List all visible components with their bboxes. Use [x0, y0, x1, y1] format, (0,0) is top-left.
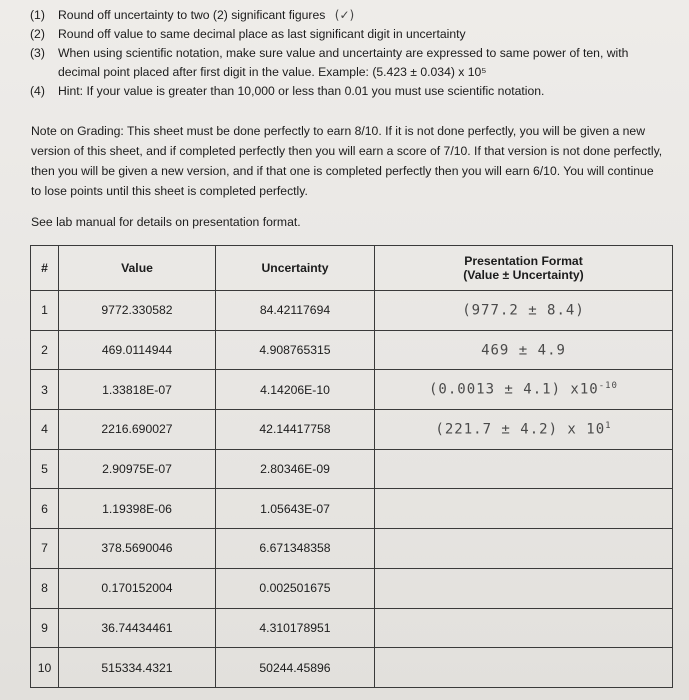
handwritten-answer[interactable] — [375, 608, 673, 648]
handwritten-answer[interactable] — [375, 489, 673, 529]
handwritten-answer[interactable] — [375, 529, 673, 569]
row-uncertainty: 42.14417758 — [216, 410, 375, 450]
row-value: 469.0114944 — [59, 330, 216, 370]
answer-text: (977.2 ± 8.4) — [462, 302, 585, 319]
row-value: 515334.4321 — [59, 648, 216, 688]
answer-text: (0.0013 ± 4.1) x10 — [429, 382, 599, 399]
grading-note: Note on Grading: This sheet must be done perfectly to earn 8/10. If it is not done perfectly, you will be given a new version of this sheet, and if completed perfectly then you will earn a score of 7/10. If that version is not done perfectly, then you will be given a new version, and if that one is completed perfectly then you will earn 6/10. You will continue to lose points until this sheet is completed perfectly. — [31, 124, 663, 198]
instruction-item — [30, 6, 670, 25]
row-value: 1.19398E-06 — [59, 489, 216, 529]
row-uncertainty: 50244.45896 — [216, 648, 375, 688]
row-number: 10 — [31, 648, 59, 688]
handwritten-answer[interactable] — [375, 370, 673, 410]
table-row — [31, 291, 673, 331]
header-presentation-line1: Presentation Format — [464, 254, 583, 268]
row-value: 9772.330582 — [59, 291, 216, 331]
row-number: 2 — [31, 330, 59, 370]
instruction-number: (4) — [30, 84, 45, 98]
table-row — [31, 608, 673, 648]
handwritten-answer[interactable] — [375, 291, 673, 331]
header-value: Value — [59, 246, 216, 291]
checkmark-annotation: (✓) — [334, 8, 355, 22]
lab-manual-reference: See lab manual for details on presentation format. — [31, 215, 301, 229]
row-number: 8 — [31, 568, 59, 608]
table-header-row — [31, 246, 673, 291]
header-uncertainty: Uncertainty — [216, 246, 375, 291]
instruction-number: (2) — [30, 27, 45, 41]
handwritten-answer[interactable] — [375, 648, 673, 688]
row-value: 36.74434461 — [59, 608, 216, 648]
table-row — [31, 489, 673, 529]
row-uncertainty: 2.80346E-09 — [216, 449, 375, 489]
instruction-text: Round off uncertainty to two (2) significant figures — [58, 8, 326, 22]
row-value: 0.170152004 — [59, 568, 216, 608]
table-row — [31, 568, 673, 608]
row-uncertainty: 0.002501675 — [216, 568, 375, 608]
handwritten-answer[interactable] — [375, 568, 673, 608]
row-number: 1 — [31, 291, 59, 331]
row-number: 7 — [31, 529, 59, 569]
table-row — [31, 410, 673, 450]
handwritten-answer[interactable] — [375, 449, 673, 489]
row-value: 1.33818E-07 — [59, 370, 216, 410]
row-number: 6 — [31, 489, 59, 529]
instruction-number: (3) — [30, 46, 45, 60]
table-row — [31, 370, 673, 410]
instruction-item — [30, 25, 670, 44]
instruction-item — [30, 44, 670, 82]
handwritten-answer[interactable] — [375, 330, 673, 370]
table-row — [31, 330, 673, 370]
uncertainty-table — [30, 245, 673, 688]
row-uncertainty: 4.908765315 — [216, 330, 375, 370]
row-value: 2.90975E-07 — [59, 449, 216, 489]
row-uncertainty: 4.310178951 — [216, 608, 375, 648]
answer-text: (221.7 ± 4.2) x 10 — [435, 421, 606, 438]
instruction-item — [30, 82, 670, 101]
row-uncertainty: 84.42117694 — [216, 291, 375, 331]
row-value: 2216.690027 — [59, 410, 216, 450]
instruction-number: (1) — [30, 8, 45, 22]
row-uncertainty: 6.671348358 — [216, 529, 375, 569]
row-number: 5 — [31, 449, 59, 489]
answer-exponent: -10 — [598, 381, 618, 392]
row-value: 378.5690046 — [59, 529, 216, 569]
row-number: 3 — [31, 370, 59, 410]
instruction-text: When using scientific notation, make sure value and uncertainty are expressed to same power of ten, with decimal point placed after first digit in the value. Example: (5.423 ± 0.034) x 10⁵ — [58, 46, 629, 79]
row-uncertainty: 4.14206E-10 — [216, 370, 375, 410]
instruction-text: Round off value to same decimal place as last significant digit in uncertainty — [58, 27, 466, 41]
row-uncertainty: 1.05643E-07 — [216, 489, 375, 529]
instruction-text: Hint: If your value is greater than 10,000 or less than 0.01 you must use scientific notation. — [58, 84, 545, 98]
answer-exponent: 1 — [605, 421, 612, 432]
row-number: 9 — [31, 608, 59, 648]
header-number: # — [31, 246, 59, 291]
instructions-list — [30, 6, 670, 101]
row-number: 4 — [31, 410, 59, 450]
table-row — [31, 529, 673, 569]
header-presentation-line2: (Value ± Uncertainty) — [463, 268, 584, 282]
table-row — [31, 449, 673, 489]
handwritten-answer[interactable] — [375, 410, 673, 450]
answer-text: 469 ± 4.9 — [481, 342, 566, 359]
table-row — [31, 648, 673, 688]
header-presentation-format — [375, 246, 673, 291]
